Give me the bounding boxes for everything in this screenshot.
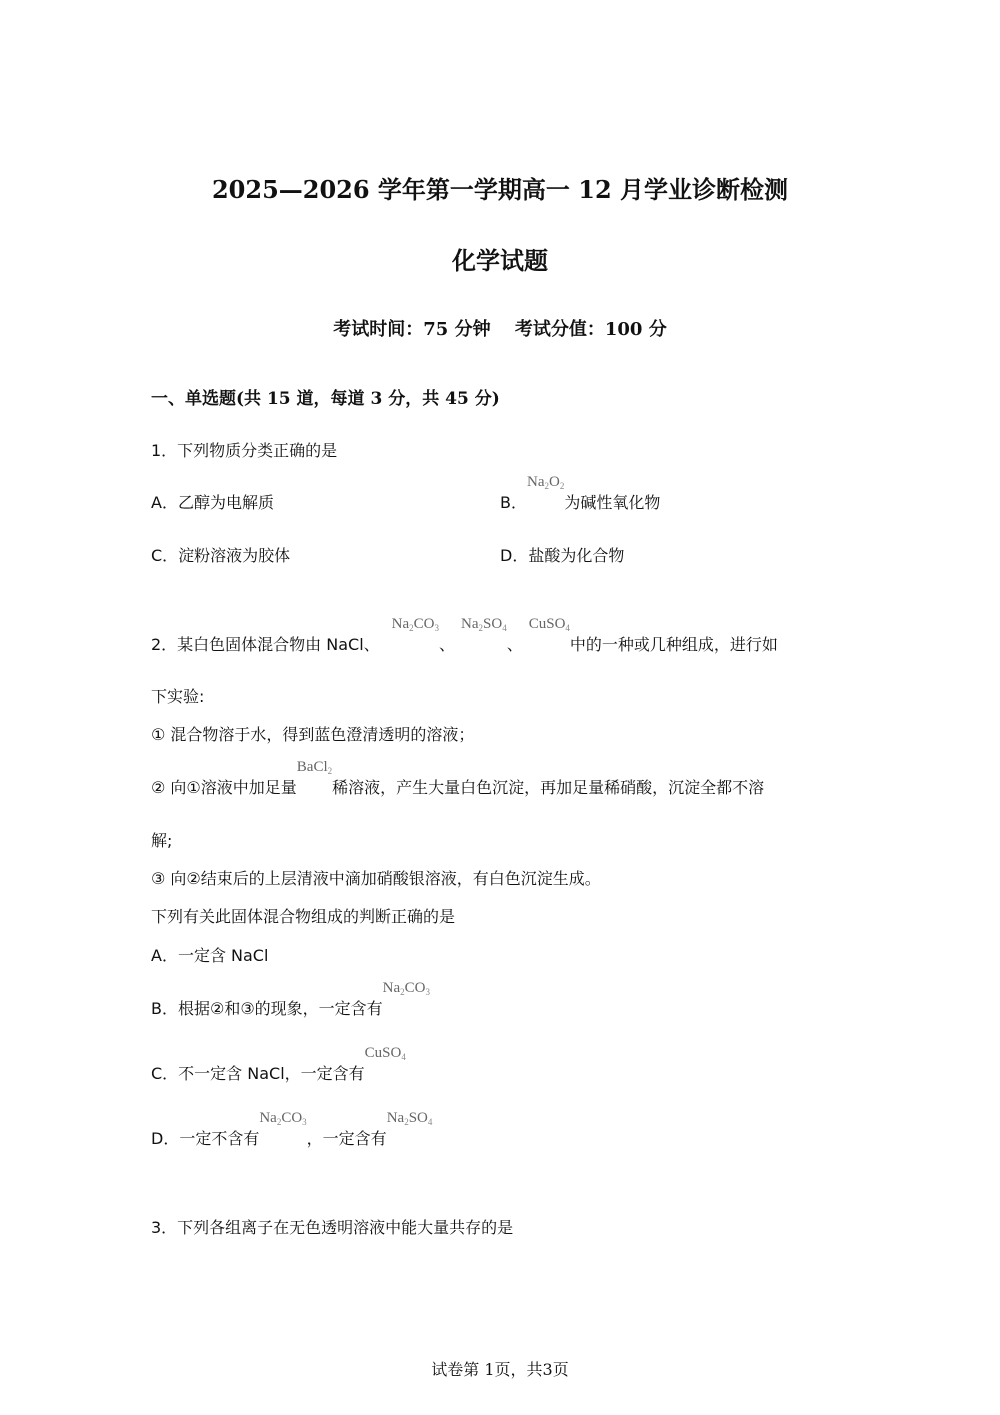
formula-na2so4: $Na_2SO_4$ [386, 1110, 433, 1127]
formula-na2co3: $Na_2CO_3$ [391, 616, 440, 633]
page-footer: 试卷第 1页，共3页 [431, 1360, 569, 1379]
q1-option-d: D．盐酸为化合物 [500, 546, 625, 565]
q2-option-b: B．根据②和③的现象，一定含有$Na_2CO_3$ [151, 980, 431, 1018]
q2-step-3: ③ 向②结束后的上层清液中滴加硝酸银溶液，有白色沉淀生成。 [151, 869, 601, 888]
q2-stem: 2．某白色固体混合物由 NaCl、$Na_2CO_3$、$Na_2SO_4$、CuSO$_4$中的一种或几种组成，进行如 [151, 616, 778, 654]
formula-na2so4: $Na_2SO_4$ [461, 616, 507, 633]
q2-stem-line2: 下实验: [151, 687, 205, 706]
formula-bacl2: BaCl$_2$ [296, 759, 333, 776]
formula-na2o2: $Na_2O_2$ [526, 474, 565, 491]
q2-question: 下列有关此固体混合物组成的判断正确的是 [151, 907, 456, 926]
formula-cuso4: CuSO$_4$ [528, 616, 570, 633]
q1-option-c: C．淀粉溶液为胶体 [151, 546, 291, 565]
q1-option-b-label: B． [500, 493, 527, 512]
formula-na2co3: $Na_2CO_3$ [382, 980, 431, 997]
q2-step-2: ② 向①溶液中加足量BaCl$_2$稀溶液，产生大量白色沉淀，再加足量稀硝酸，沉淀全都不溶 [151, 759, 765, 797]
section-heading: 一、单选题(共 15 道，每道 3 分，共 45 分) [151, 389, 500, 409]
exam-info: 考试时间：75 分钟 考试分值：100 分 [333, 319, 667, 340]
q1-option-b-text: 为碱性氧化物 [564, 493, 661, 512]
q2-step-1: ① 混合物溶于水，得到蓝色澄清透明的溶液； [151, 725, 475, 744]
formula-na2co3: $Na_2CO_3$ [259, 1110, 307, 1127]
subject-title: 化学试题 [452, 246, 548, 275]
exam-title: 2025—2026 学年第一学期高一 12 月学业诊断检测 [211, 175, 789, 204]
formula-cuso4: CuSO$_4$ [364, 1045, 406, 1062]
q2-step-2-line2: 解; [151, 831, 173, 850]
q1-stem: 1．下列物质分类正确的是 [151, 441, 338, 460]
q2-option-c: C．不一定含 NaCl，一定含有CuSO$_4$ [151, 1045, 406, 1083]
q3-stem: 3．下列各组离子在无色透明溶液中能大量共存的是 [151, 1218, 514, 1237]
q1-option-b [500, 474, 661, 513]
q2-option-d: D．一定不含有$Na_2CO_3$，一定含有$Na_2SO_4$ [151, 1110, 433, 1148]
q2-option-a: A．一定含 NaCl [151, 946, 269, 965]
q1-option-a: A．乙醇为电解质 [151, 493, 274, 512]
